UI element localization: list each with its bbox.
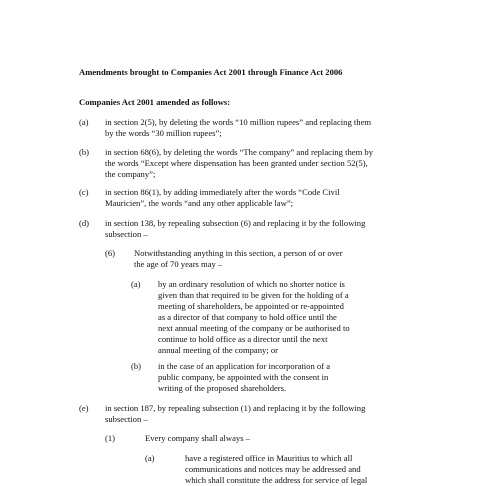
item-label: (e)	[79, 403, 89, 413]
item-text-line: in section 187, by repealing subsection (1) and replacing it by the following	[105, 403, 366, 413]
paragraph-label: (b)	[131, 361, 142, 371]
item-text-line: Mauricien”, the words “and any other applicable law”;	[105, 198, 294, 208]
paragraph-text-line: given than that required to be given for the holding of a	[158, 290, 349, 300]
paragraph-label: (a)	[131, 279, 141, 289]
item-text-line: subsection –	[105, 414, 148, 424]
subsection-label: (1)	[105, 433, 116, 443]
subsection-label: (6)	[105, 248, 116, 258]
paragraph-text-line: continue to hold office as a director until the next	[158, 334, 328, 344]
item-text-line: the company”;	[105, 169, 156, 179]
paragraph-text-line: as a director of that company to hold office until the	[158, 312, 337, 322]
item-label: (b)	[79, 147, 90, 157]
item-text-line: the words “Except where dispensation has been granted under section 52(5),	[105, 158, 368, 168]
subsection-text-line: Notwithstanding anything in this section, a person of or over	[134, 248, 343, 258]
item-text-line: subsection –	[105, 229, 148, 239]
paragraph-text-line: annual meeting of the company; or	[158, 345, 279, 355]
item-text-line: in section 68(6), by deleting the words “The company” and replacing them by	[105, 147, 373, 157]
item-label: (d)	[79, 218, 90, 228]
paragraph-text-line: meeting of shareholders, be appointed or re-appointed	[158, 301, 344, 311]
paragraph-text-line: by an ordinary resolution of which no shorter notice is	[158, 279, 345, 289]
paragraph-text-line: writing of the proposed shareholders.	[158, 383, 287, 393]
subsection-text-line: Every company shall always –	[145, 433, 251, 443]
document-subheading: Companies Act 2001 amended as follows:	[79, 97, 231, 107]
subsection-text-line: the age of 70 years may –	[134, 259, 223, 269]
paragraph-text-line: in the case of an application for incorporation of a	[158, 361, 331, 371]
item-text-line: by the words “30 million rupees”;	[105, 128, 222, 138]
paragraph-label: (a)	[145, 453, 155, 463]
paragraph-text-line: which shall constitute the address for service of legal	[185, 475, 368, 485]
paragraph-text-line: communications and notices may be addressed and	[185, 464, 361, 474]
item-label: (c)	[79, 187, 89, 197]
paragraph-text-line: have a registered office in Mauritius to which all	[185, 453, 353, 463]
item-text-line: in section 86(1), by adding immediately after the words “Code Civil	[105, 187, 340, 197]
document-heading: Amendments brought to Companies Act 2001 through Finance Act 2006	[79, 67, 343, 77]
item-text-line: in section 2(5), by deleting the words “10 million rupees” and replacing them	[105, 117, 372, 127]
item-text-line: in section 138, by repealing subsection (6) and replacing it by the following	[105, 218, 366, 228]
paragraph-text-line: next annual meeting of the company or be authorised to	[158, 323, 350, 333]
item-label: (a)	[79, 117, 89, 127]
paragraph-text-line: public company, be appointed with the consent in	[158, 372, 329, 382]
